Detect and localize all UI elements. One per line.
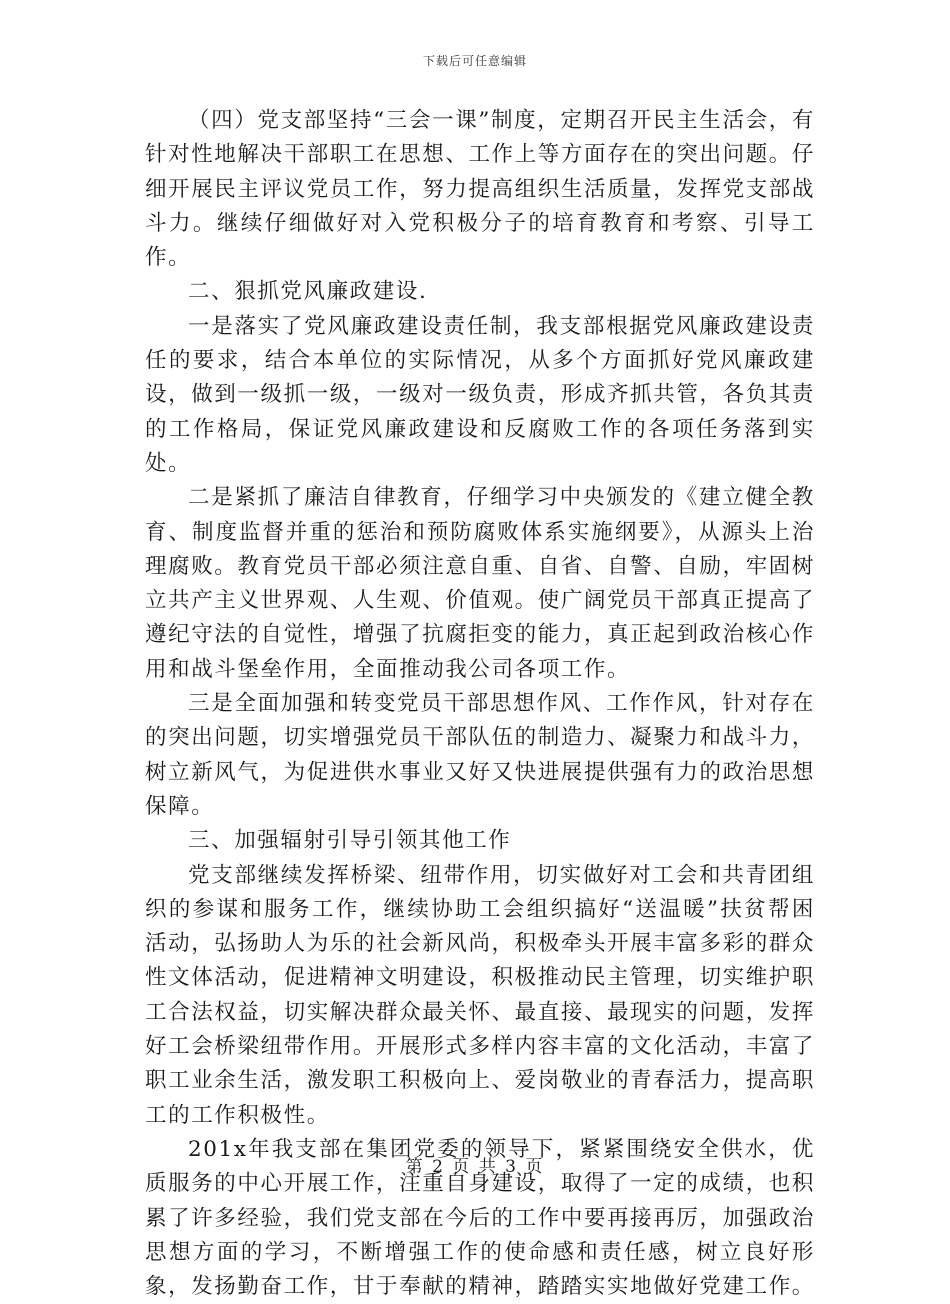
paragraph-party-branch-system: （四）党支部坚持“三会一课”制度，定期召开民主生活会，有针对性地解决干部职工在思想、工作上等方面存在的突出问题。仔细开展民主评议党员工作，努力提高组织生活质量，发挥党支部战斗力。继续仔细做好对入党积极分子的培育教育和考察、引导工作。: [145, 108, 815, 271]
paragraph-work-style: 三是全面加强和转变党员干部思想作风、工作作风，针对存在的突出问题，切实增强党员干部队伍的制造力、凝聚力和战斗力，树立新风气，为促进供水事业又好又快进展提供强有力的政治思想保障。: [145, 691, 815, 819]
paragraph-responsibility-system: 一是落实了党风廉政建设责任制，我支部根据党风廉政建设责任的要求，结合本单位的实际情况，从多个方面抓好党风廉政建设，做到一级抓一级，一级对一级负责，形成齐抓共管，各负其责的工作格局，保证党风廉政建设和反腐败工作的各项任务落到实处。: [145, 313, 815, 476]
paragraph-conclusion: 201x年我支部在集团党委的领导下，紧紧围绕安全供水，优质服务的中心开展工作，注重自身建设，取得了一定的成绩，也积累了许多经验，我们党支部在今后的工作中要再接再厉，加强政治思想方面的学习，不断增强工作的使命感和责任感，树立良好形象，发扬勤奋工作，甘于奉献的精神，踏踏实实地做好党建工作。: [145, 1136, 815, 1300]
page-header: 下载后可任意编辑: [422, 54, 527, 68]
section-heading-guidance: 三、加强辐射引导引领其他工作: [188, 828, 512, 854]
section-heading-anti-corruption: 二、狠抓党风廉政建设.: [188, 279, 428, 305]
page-number-footer: 第 2 页 共 3 页: [405, 1157, 545, 1177]
paragraph-self-discipline-education: 二是紧抓了廉洁自律教育，仔细学习中央颁发的《建立健全教育、制度监督并重的惩治和预防腐败体系实施纲要》，从源头上治理腐败。教育党员干部必须注意自重、自省、自警、自励，牢固树立共产主义世界观、人生观、价值观。使广阔党员干部真正提高了遵纪守法的自觉性，增强了抗腐拒变的能力，真正起到政治核心作用和战斗堡垒作用，全面推动我公司各项工作。: [145, 485, 815, 682]
document-body: [145, 104, 815, 1304]
paragraph-bridge-role: 党支部继续发挥桥梁、纽带作用，切实做好对工会和共青团组织的参谋和服务工作，继续协助工会组织搞好“送温暖”扶贫帮困活动，弘扬助人为乐的社会新风尚，积极牵头开展丰富多彩的群众性文体活动，促进精神文明建设，积极推动民主管理，切实维护职工合法权益，切实解决群众最关怀、最直接、最现实的问题，发挥好工会桥梁纽带作用。开展形式多样内容丰富的文化活动，丰富了职工业余生活，激发职工积极向上、爱岗敬业的青春活力，提高职工的工作积极性。: [145, 862, 815, 1128]
